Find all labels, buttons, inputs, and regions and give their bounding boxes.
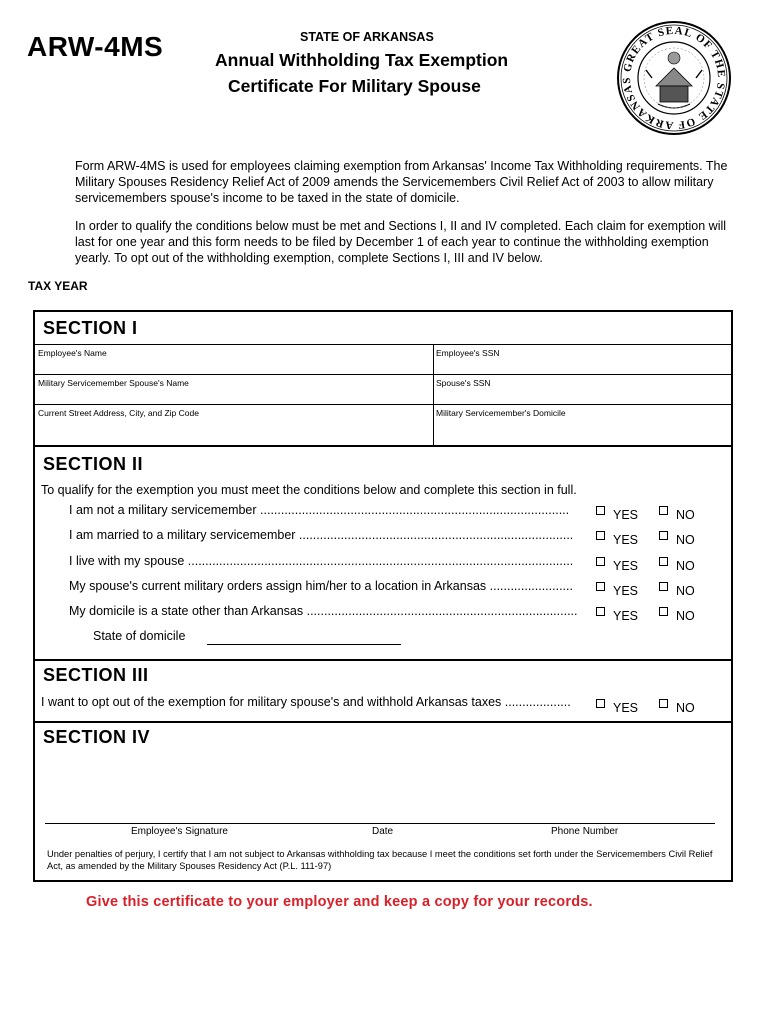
yes-label: YES — [613, 559, 639, 573]
phone-label: Phone Number — [551, 826, 619, 837]
employee-name-label: Employee's Name — [38, 348, 107, 358]
section-2-title: SECTION II — [43, 454, 144, 474]
perjury-statement: Under penalties of perjury, I certify that I am not subject to Arkansas withholding tax because I meet the conditions set forth under the Servicemembers Civil Relief Act, as amended by the Military Spouses Residency Act (P.L. 111-97) — [47, 849, 713, 871]
married-no-checkbox[interactable] — [659, 531, 668, 540]
intro-paragraph-1: Form ARW-4MS is used for employees claiming exemption from Arkansas' Income Tax Withholding requirements. The Military Spouses Residency Relief Act of 2009 amends the Servicemembers Civil Relief Act of 2003 to allow military servicemembers spouse's income to be taxed in the state of domicile. — [75, 159, 728, 205]
signature-line[interactable] — [45, 823, 715, 824]
spouse-name-field[interactable] — [35, 374, 433, 404]
live-with-spouse-yes-checkbox[interactable] — [596, 557, 605, 566]
section-3 — [33, 660, 733, 723]
section-4 — [33, 722, 733, 882]
domicile-other-no-checkbox[interactable] — [659, 607, 668, 616]
spouse-name-label: Military Servicemember Spouse's Name — [38, 378, 189, 388]
domicile-field[interactable] — [433, 404, 731, 448]
live-with-spouse-no-checkbox[interactable] — [659, 557, 668, 566]
section-1 — [33, 310, 733, 446]
section-2-intro: To qualify for the exemption you must meet the conditions below and complete this section in full. — [41, 483, 577, 497]
state-name: STATE OF ARKANSAS — [300, 30, 434, 44]
signature-label: Employee's Signature — [131, 826, 228, 837]
opt-out-yes-checkbox[interactable] — [596, 699, 605, 708]
no-label: NO — [676, 559, 695, 573]
no-label: NO — [676, 533, 695, 547]
date-label: Date — [372, 826, 394, 837]
yes-label: YES — [613, 533, 639, 547]
employee-ssn-label: Employee's SSN — [436, 348, 500, 358]
question-married: I am married to a military servicemember ............................................................................... — [69, 528, 574, 542]
domicile-label: Military Servicemember's Domicile — [436, 408, 566, 418]
no-label: NO — [676, 609, 695, 623]
employee-ssn-field[interactable] — [433, 344, 731, 374]
tax-year-label: TAX YEAR — [28, 279, 88, 293]
spouse-ssn-field[interactable] — [433, 374, 731, 404]
no-label: NO — [676, 508, 695, 522]
form-id: ARW-4MS — [27, 31, 164, 62]
married-yes-checkbox[interactable] — [596, 531, 605, 540]
section-1-title: SECTION I — [43, 318, 138, 338]
form-title-line1: Annual Withholding Tax Exemption — [215, 50, 509, 70]
yes-label: YES — [613, 701, 639, 715]
address-field[interactable] — [35, 404, 433, 448]
question-domicile-other-state: My domicile is a state other than Arkansas .............................................................................. — [69, 604, 578, 618]
orders-arkansas-no-checkbox[interactable] — [659, 582, 668, 591]
yes-label: YES — [613, 508, 639, 522]
question-live-with-spouse: I live with my spouse ............................................................................................................... — [69, 554, 574, 568]
not-servicemember-no-checkbox[interactable] — [659, 506, 668, 515]
no-label: NO — [676, 584, 695, 598]
question-orders-arkansas: My spouse's current military orders assign him/her to a location in Arkansas ........................ — [69, 579, 573, 593]
address-label: Current Street Address, City, and Zip Code — [38, 408, 199, 418]
question-opt-out: I want to opt out of the exemption for military spouse's and withhold Arkansas taxes ................... — [41, 695, 571, 709]
yes-label: YES — [613, 584, 639, 598]
section-3-title: SECTION III — [43, 665, 149, 685]
state-of-domicile-label: State of domicile — [93, 629, 186, 643]
question-not-servicemember: I am not a military servicemember ......................................................................................... — [69, 503, 570, 517]
seal-text: GREAT SEAL OF THE STATE OF ARKANSAS — [620, 24, 728, 132]
orders-arkansas-yes-checkbox[interactable] — [596, 582, 605, 591]
employee-name-field[interactable] — [35, 344, 433, 374]
opt-out-no-checkbox[interactable] — [659, 699, 668, 708]
form-title-line2: Certificate For Military Spouse — [228, 76, 481, 96]
footer-notice: Give this certificate to your employer and keep a copy for your records. — [86, 894, 593, 910]
intro-paragraph-2: In order to qualify the conditions below must be met and Sections I, II and IV completed. Each claim for exemption will last for one year and this form needs to be filed by December 1 of each year to continue the withholding exemption yearly. To opt out of the withholding exemption, complete Sections I, III and IV below. — [75, 219, 727, 265]
yes-label: YES — [613, 609, 639, 623]
no-label: NO — [676, 701, 695, 715]
state-seal-icon — [614, 18, 734, 138]
spouse-ssn-label: Spouse's SSN — [436, 378, 491, 388]
state-of-domicile-input[interactable] — [207, 644, 401, 645]
not-servicemember-yes-checkbox[interactable] — [596, 506, 605, 515]
domicile-other-yes-checkbox[interactable] — [596, 607, 605, 616]
section-2 — [33, 445, 733, 661]
section-4-title: SECTION IV — [43, 727, 151, 747]
